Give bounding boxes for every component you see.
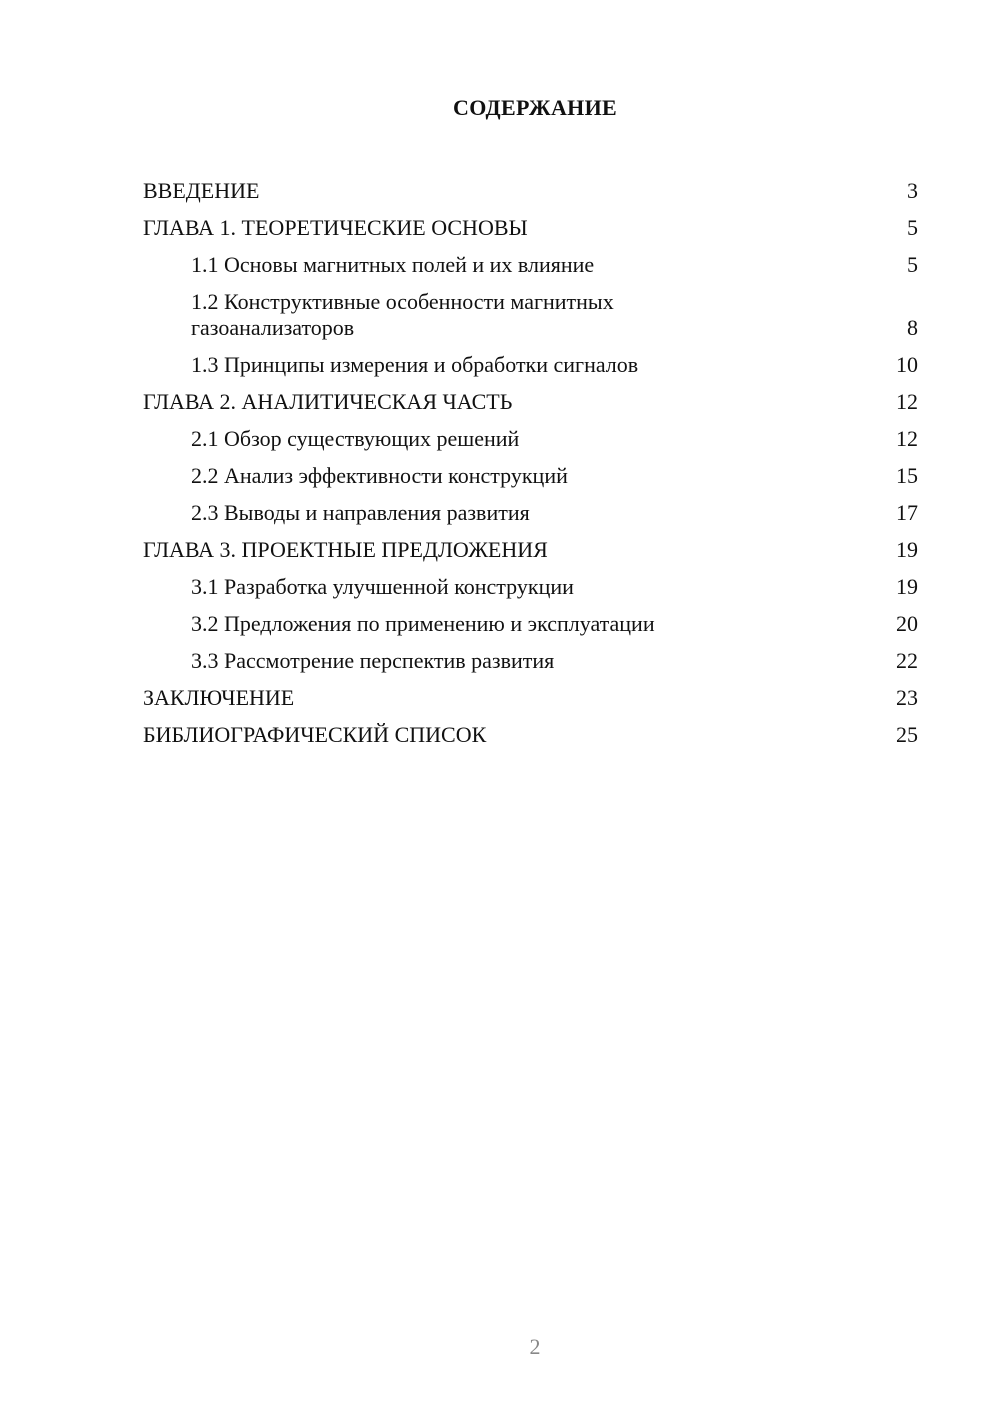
toc-entry-page: 19 — [896, 537, 918, 562]
toc-entry-label: ЗАКЛЮЧЕНИЕ — [143, 685, 295, 710]
toc-entry-label: 3.1 Разработка улучшенной конструкции — [191, 574, 574, 599]
toc-entry-label: 2.3 Выводы и направления развития — [191, 500, 530, 525]
toc-entry-conclusion[interactable] — [143, 674, 918, 711]
toc-entry-page: 20 — [896, 611, 918, 636]
toc-entry-chapter-3[interactable] — [143, 526, 918, 563]
toc-entry-label: ГЛАВА 3. ПРОЕКТНЫЕ ПРЕДЛОЖЕНИЯ — [143, 537, 548, 562]
toc-entry-page: 15 — [896, 463, 918, 488]
toc-entry-label: ГЛАВА 2. АНАЛИТИЧЕСКАЯ ЧАСТЬ — [143, 389, 513, 414]
toc-entry-page: 10 — [896, 352, 918, 377]
toc-entry-label: ГЛАВА 1. ТЕОРЕТИЧЕСКИЕ ОСНОВЫ — [143, 215, 528, 240]
toc-entry-page: 12 — [896, 389, 918, 414]
toc-entry-label: 1.1 Основы магнитных полей и их влияние — [191, 252, 595, 277]
toc-entry-introduction[interactable] — [143, 167, 918, 204]
toc-entry-section-2-2[interactable] — [143, 452, 918, 489]
toc-entry-chapter-2[interactable] — [143, 378, 918, 415]
toc-entry-page: 5 — [907, 215, 918, 240]
toc-entry-page: 22 — [896, 648, 918, 673]
toc-entry-label: ВВЕДЕНИЕ — [143, 178, 260, 203]
toc-entry-label: БИБЛИОГРАФИЧЕСКИЙ СПИСОК — [143, 722, 487, 747]
toc-entry-page: 8 — [907, 315, 918, 340]
toc-entry-section-3-3[interactable] — [143, 637, 918, 674]
toc-entry-section-1-1[interactable] — [143, 241, 918, 278]
toc-entry-label: 3.2 Предложения по применению и эксплуатации — [191, 611, 655, 636]
toc-entry-page: 25 — [896, 722, 918, 747]
toc-entry-page: 12 — [896, 426, 918, 451]
toc-entry-page: 19 — [896, 574, 918, 599]
toc-title: СОДЕРЖАНИЕ — [453, 95, 617, 120]
toc-entry-page: 3 — [907, 178, 918, 203]
toc-entry-bibliography[interactable] — [143, 711, 918, 748]
toc-entry-section-3-2[interactable] — [143, 600, 918, 637]
toc-entry-page: 5 — [907, 252, 918, 277]
toc-entry-label: 1.3 Принципы измерения и обработки сигналов — [191, 352, 639, 377]
toc-entry-section-2-1[interactable] — [143, 415, 918, 452]
toc-entry-label: 2.1 Обзор существующих решений — [191, 426, 520, 451]
toc-entry-page: 23 — [896, 685, 918, 710]
toc-entry-section-1-3[interactable] — [143, 341, 918, 378]
toc-entry-label: 2.2 Анализ эффективности конструкций — [191, 463, 568, 488]
table-of-contents — [143, 167, 918, 748]
toc-entry-page: 17 — [896, 500, 918, 525]
toc-entry-section-2-3[interactable] — [143, 489, 918, 526]
toc-entry-label: 1.2 Конструктивные особенности магнитных газоанализаторов — [191, 289, 614, 340]
toc-entry-label: 3.3 Рассмотрение перспектив развития — [191, 648, 555, 673]
toc-entry-chapter-1[interactable] — [143, 204, 918, 241]
toc-entry-section-1-2[interactable] — [143, 278, 918, 341]
toc-entry-section-3-1[interactable] — [143, 563, 918, 600]
page-number: 2 — [529, 1334, 541, 1359]
